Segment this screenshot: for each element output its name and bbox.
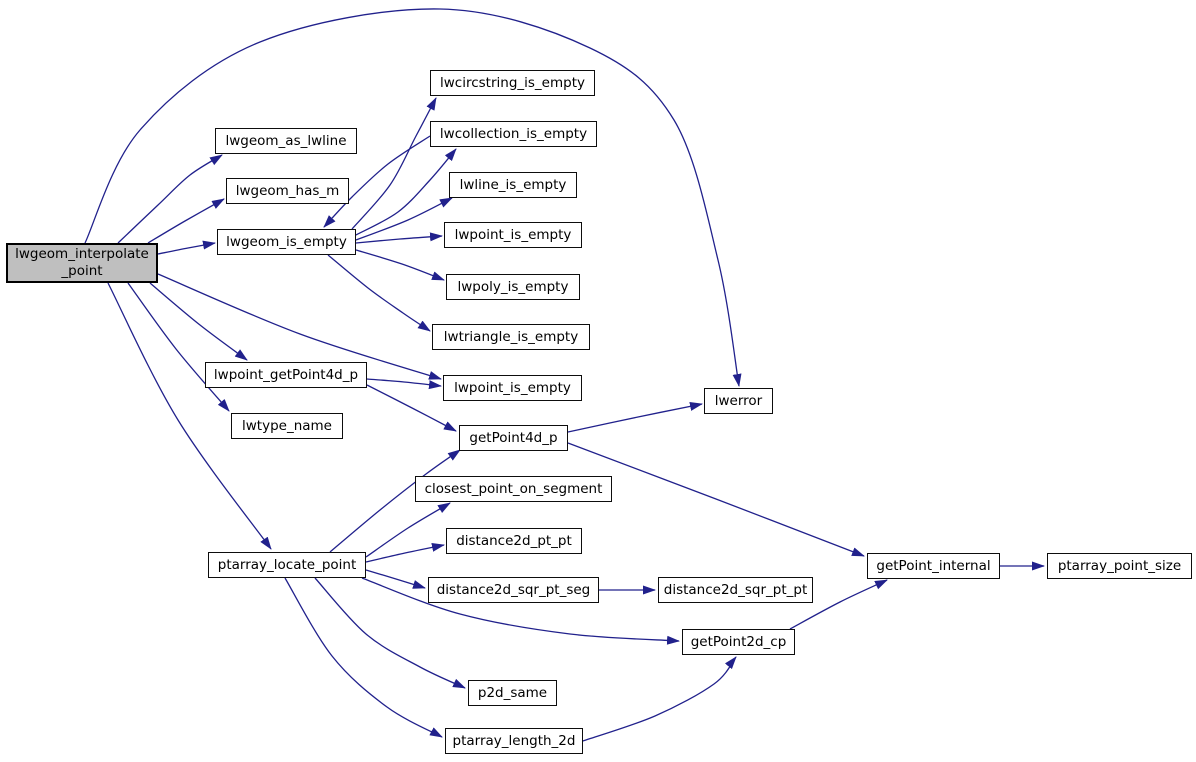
- edge-lwgeom_is_empty-lwline_is_empty: [356, 198, 452, 240]
- node-lwgeom_is_empty[interactable]: [217, 229, 356, 255]
- node-label: lwerror: [714, 392, 763, 409]
- node-label: ptarray_point_size: [1057, 557, 1182, 574]
- node-label: lwpoint_getPoint4d_p: [213, 366, 359, 383]
- node-label: lwgeom_is_empty: [226, 233, 347, 250]
- edge-ptarray_locate_point-distance2d_pt_pt: [366, 545, 444, 562]
- edge-lwgeom_is_empty-lwpoint_is_empty_1: [356, 236, 442, 243]
- node-label: lwpoint_is_empty: [454, 226, 572, 243]
- node-getPoint2d_cp[interactable]: [682, 629, 795, 655]
- node-closest_point_on_segment[interactable]: [415, 476, 612, 502]
- edge-lwgeom_is_empty-lwcircstring_is_empty: [352, 98, 436, 229]
- edge-lwgeom_interpolate_point-lwtype_name: [128, 283, 229, 411]
- node-ptarray_point_size[interactable]: [1047, 553, 1192, 579]
- node-lwcircstring_is_empty[interactable]: [430, 70, 595, 96]
- node-distance2d_pt_pt[interactable]: [446, 528, 582, 554]
- node-label: getPoint4d_p: [469, 429, 558, 446]
- node-label: lwline_is_empty: [459, 176, 567, 193]
- node-lwtype_name[interactable]: [231, 413, 343, 439]
- edge-lwgeom_interpolate_point-lwpoint_getPoint4d_p: [150, 283, 247, 360]
- node-label: ptarray_length_2d: [452, 732, 576, 749]
- node-getPoint4d_p[interactable]: [459, 425, 568, 451]
- node-distance2d_sqr_pt_pt[interactable]: [658, 577, 813, 603]
- node-ptarray_locate_point[interactable]: [208, 552, 366, 578]
- node-label: lwpoly_is_empty: [457, 278, 569, 295]
- node-p2d_same[interactable]: [468, 680, 557, 706]
- node-label: ptarray_locate_point: [217, 556, 357, 573]
- edge-getPoint4d_p-lwerror: [568, 404, 702, 432]
- node-label: lwgeom_has_m: [235, 182, 340, 199]
- node-distance2d_sqr_pt_seg[interactable]: [428, 577, 599, 603]
- edge-ptarray_locate_point-distance2d_sqr_pt_seg: [366, 570, 425, 588]
- node-lwgeom_interpolate_point[interactable]: [6, 243, 158, 283]
- node-label: lwcircstring_is_empty: [440, 74, 585, 91]
- edge-lwgeom_is_empty-lwcollection_is_empty: [356, 149, 456, 235]
- edge-lwgeom_is_empty-lwtriangle_is_empty: [328, 255, 430, 331]
- node-label: p2d_same: [477, 684, 548, 701]
- node-lwline_is_empty[interactable]: [449, 172, 577, 198]
- node-lwpoly_is_empty[interactable]: [446, 274, 580, 300]
- node-lwpoint_getPoint4d_p[interactable]: [205, 362, 367, 388]
- node-lwgeom_has_m[interactable]: [226, 178, 349, 204]
- edge-lwgeom_interpolate_point-lwerror: [85, 9, 739, 386]
- node-lwtriangle_is_empty[interactable]: [432, 324, 590, 350]
- edge-lwgeom_is_empty-lwpoly_is_empty: [356, 250, 444, 280]
- node-label: lwtriangle_is_empty: [443, 328, 579, 345]
- node-label: getPoint2d_cp: [690, 633, 787, 650]
- node-lwerror[interactable]: [704, 388, 773, 414]
- node-label: getPoint_internal: [876, 557, 991, 574]
- node-lwpoint_is_empty_2[interactable]: [443, 375, 582, 401]
- node-label: _point: [61, 263, 103, 279]
- node-ptarray_length_2d[interactable]: [445, 728, 583, 754]
- edge-lwpoint_getPoint4d_p-lwpoint_is_empty_2: [367, 379, 441, 386]
- edge-ptarray_locate_point-ptarray_length_2d: [285, 578, 442, 737]
- node-label: lwpoint_is_empty: [454, 379, 571, 396]
- node-lwcollection_is_empty[interactable]: [430, 121, 597, 147]
- node-label: distance2d_pt_pt: [456, 532, 572, 549]
- node-label: lwcollection_is_empty: [439, 125, 588, 142]
- node-label: distance2d_sqr_pt_pt: [663, 581, 808, 598]
- node-getPoint_internal[interactable]: [867, 553, 1000, 579]
- edge-getPoint4d_p-getPoint_internal: [568, 443, 864, 556]
- node-label: lwgeom_as_lwline: [225, 132, 347, 149]
- node-label: lwgeom_interpolate: [15, 246, 149, 263]
- edge-lwgeom_interpolate_point-lwgeom_has_m: [148, 199, 224, 243]
- node-lwpoint_is_empty_1[interactable]: [444, 222, 582, 248]
- node-label: distance2d_sqr_pt_seg: [436, 581, 591, 598]
- node-label: lwtype_name: [242, 417, 332, 434]
- edge-lwgeom_interpolate_point-lwgeom_is_empty: [158, 243, 215, 254]
- node-lwgeom_as_lwline[interactable]: [215, 128, 357, 154]
- node-label: closest_point_on_segment: [424, 480, 603, 497]
- edge-ptarray_length_2d-getPoint2d_cp: [583, 657, 736, 741]
